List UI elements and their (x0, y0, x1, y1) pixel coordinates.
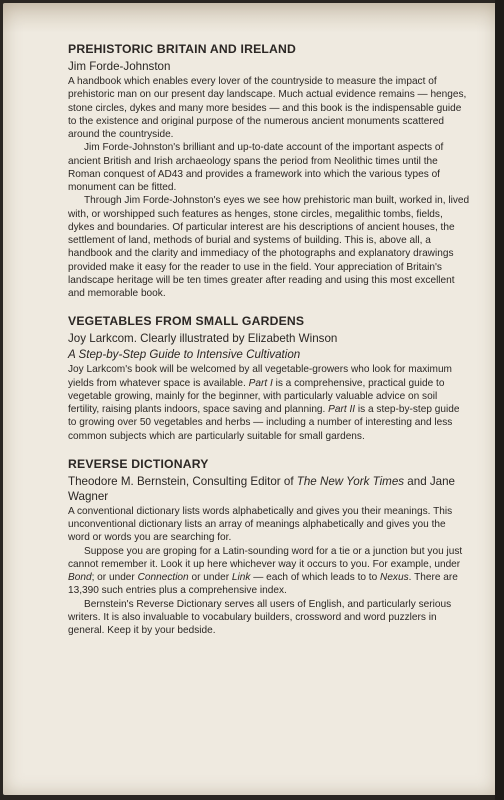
book-author: Jim Forde-Johnston (68, 60, 171, 73)
book-entry-prehistoric-britain (68, 42, 470, 300)
book-entry-vegetables (68, 314, 470, 443)
emphasis-text: Part I (248, 377, 273, 389)
scan-edge (495, 0, 504, 800)
emphasis-text: Nexus (380, 572, 409, 583)
book-description-paragraph: A handbook which enables every lover of the countryside to measure the impact of prehistoric man on our present day landscape. Much actual evidence remains — henges, stone circles, dykes and many more besides — and this book is the indispensable guide to the existence and original purpose of the numerous ancient monuments scattered around the countryside. (68, 76, 467, 140)
emphasis-text: The New York Times (296, 474, 405, 488)
book-title: VEGETABLES FROM SMALL GARDENS (68, 314, 305, 329)
text-run: Theodore M. Bernstein, Consulting Editor of (68, 474, 297, 488)
book-subtitle: A Step-by-Step Guide to Intensive Cultivation (68, 348, 301, 362)
book-title: REVERSE DICTIONARY (68, 456, 209, 471)
book-entry-reverse-dictionary (68, 457, 470, 638)
text-run: is a step-by-step guide to growing over 50 vegetables and herbs — including a number of interesting and less common subjects which are particularly suitable for small gardens. (68, 404, 460, 442)
blurb-column (68, 42, 470, 651)
book-author: Joy Larkcom. Clearly illustrated by Elizabeth Winson (68, 332, 338, 346)
book-description-paragraph: Jim Forde-Johnston's brilliant and up-to-date account of the important aspects of ancient British and Irish archaeology spans the period from Neolithic times until the Roman conquest of AD43 and provides a framework into which the various types of monument can be fitted. (68, 142, 444, 193)
emphasis-text: Part II (328, 404, 356, 415)
text-run: . There are 13,390 such entries plus a comprehensive index. (68, 572, 458, 597)
text-run: and Jane Wagner (68, 474, 456, 503)
book-description-paragraph (68, 545, 470, 598)
text-run: or under (188, 572, 232, 583)
text-run: ; or under (91, 572, 138, 583)
book-title: PREHISTORIC BRITAIN AND IRELAND (68, 42, 297, 56)
emphasis-text: Bond (68, 572, 92, 583)
book-description-paragraph: Bernstein's Reverse Dictionary serves all users of English, and particularly serious writers. It is also invaluable to vocabulary builders, crossword and word puzzlers in general. Keep it by your bedside. (68, 598, 452, 636)
emphasis-text: Link (231, 572, 251, 583)
text-run: Suppose you are groping for a Latin-sounding word for a tie or a junction but you just cannot remember it. Look it up here whichever way it occurs to you. For example, under (68, 545, 463, 570)
text-run: Joy Larkcom's book will be welcomed by all vegetable-growers who look for maximum yields from whatever space is available. (68, 364, 452, 389)
text-run: is a comprehensive, practical guide to vegetable growing, mainly for the beginner, with particularly valuable advice on soil fertility, raising plants indoors, space saving and planning. (68, 377, 445, 415)
emphasis-text: Connection (137, 572, 189, 583)
text-run: — each of which leads to to (250, 572, 381, 583)
book-description-paragraph: Through Jim Forde-Johnston's eyes we see how prehistoric man built, worked in, lived with, or worshipped such features as henges, stone circles, megalithic tombs, fields, dykes and boundaries. Of particular interest are his descriptions of ancient houses, the settlement of land, methods of burial and systems of building. This is, above all, a handbook and the clarity and immediacy of the photographs and explanatory drawings provided make it easy for the reader to use in the field. Your appreciation of Britain's landscape heritage will be ten times greater after reading and using this most excellent and memorable book. (68, 195, 470, 299)
book-author (68, 474, 470, 504)
book-description-paragraph: A conventional dictionary lists words alphabetically and gives you their meanings. This unconventional dictionary lists an array of meanings alphabetically and gives you the word or words you are searching for. (68, 505, 453, 544)
book-description-paragraph (68, 363, 470, 443)
